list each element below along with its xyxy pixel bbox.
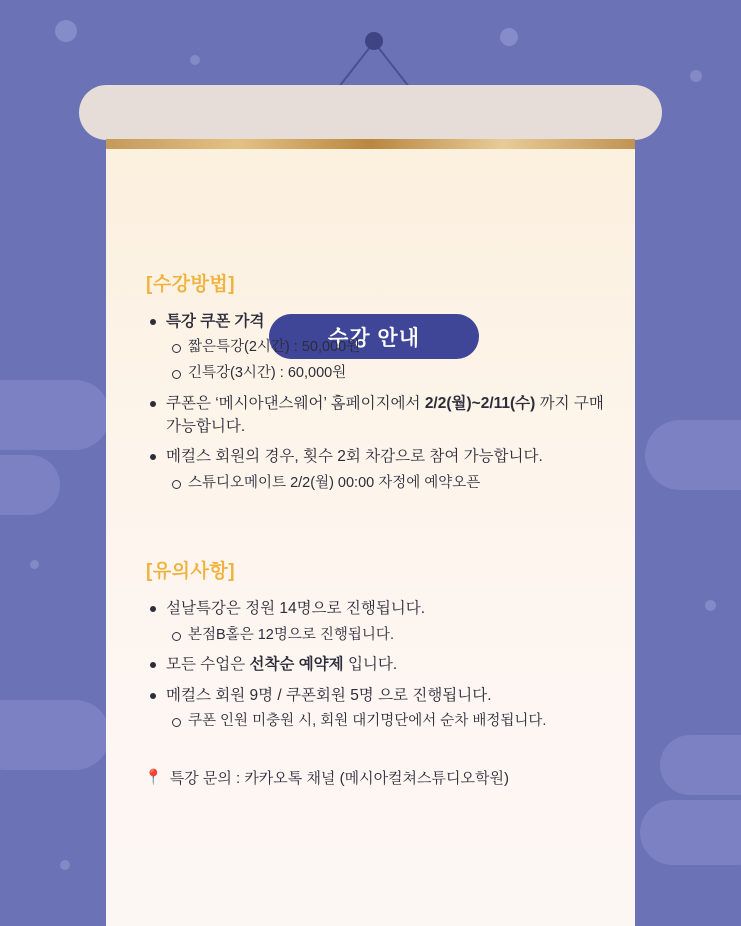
poster-paper bbox=[106, 149, 635, 926]
scroll-top-bar bbox=[79, 85, 662, 140]
decor-cloud-right-3 bbox=[640, 800, 741, 865]
sublist bbox=[166, 625, 604, 647]
sublist bbox=[166, 337, 604, 385]
list-method bbox=[144, 310, 604, 494]
list-item: 짧은특강(2시간) : 50,000원 bbox=[166, 337, 604, 359]
item-text-part-bold: 2/2(월)~2/11(수) bbox=[424, 394, 536, 412]
item-text-part: 까지 구매 가능합니다. bbox=[166, 394, 604, 435]
item-text: 메컬스 회원의 경우, 횟수 2회 차감으로 참여 가능합니다. bbox=[166, 448, 543, 466]
list-item bbox=[144, 653, 604, 676]
item-text-part: 모든 수업은 bbox=[166, 656, 250, 674]
decor-dot-2 bbox=[190, 55, 200, 65]
item-text-part-bold: 선착순 예약제 bbox=[249, 656, 344, 674]
list-item bbox=[144, 392, 604, 439]
list-item: 쿠폰 인원 미충원 시, 회원 대기명단에서 순차 배정됩니다. bbox=[166, 711, 604, 733]
scroll-gold-strip bbox=[106, 139, 635, 149]
decor-dot-7 bbox=[60, 860, 70, 870]
item-text-part: 입니다. bbox=[343, 656, 398, 674]
page-title-text: 수강 안내 bbox=[328, 326, 420, 350]
decor-cloud-left-2 bbox=[0, 455, 60, 515]
item-text: 설날특강은 정원 14명으로 진행됩니다. bbox=[166, 600, 426, 618]
hanger-knob bbox=[365, 32, 383, 50]
list-item bbox=[144, 684, 604, 733]
decor-cloud-right-1 bbox=[645, 420, 741, 490]
section-heading-notice: [유의사항] bbox=[146, 561, 236, 583]
decor-dot-1 bbox=[55, 20, 77, 42]
list-item: 긴특강(3시간) : 60,000원 bbox=[166, 363, 604, 385]
list-item bbox=[144, 310, 604, 385]
list-item: 스튜디오메이트 2/2(월) 00:00 자정에 예약오픈 bbox=[166, 473, 604, 495]
contact-note bbox=[144, 767, 604, 788]
decor-cloud-left-1 bbox=[0, 380, 110, 450]
item-text: 특강 쿠폰 가격 bbox=[166, 313, 265, 330]
sublist bbox=[166, 473, 604, 495]
sublist bbox=[166, 711, 604, 733]
poster-content bbox=[144, 269, 604, 788]
hanger-string-right bbox=[373, 41, 413, 91]
item-text: 메컬스 회원 9명 / 쿠폰회원 5명 으로 진행됩니다. bbox=[166, 686, 492, 704]
contact-note-text: 특강 문의 : 카카오톡 채널 (메시아컬쳐스튜디오학원) bbox=[169, 769, 509, 787]
item-text-part: 쿠폰은 ‘메시아댄스웨어’ 홈페이지에서 bbox=[166, 394, 425, 412]
section-heading-method: [수강방법] bbox=[146, 274, 236, 295]
decor-cloud-right-2 bbox=[660, 735, 741, 795]
decor-dot-6 bbox=[705, 600, 716, 611]
decor-cloud-left-3 bbox=[0, 700, 110, 770]
list-item bbox=[144, 445, 604, 494]
decor-dot-5 bbox=[30, 560, 39, 569]
list-item: 본점B홀은 12명으로 진행됩니다. bbox=[166, 625, 604, 647]
pin-icon: 📍 bbox=[144, 768, 163, 786]
decor-dot-3 bbox=[500, 28, 518, 46]
decor-dot-4 bbox=[690, 70, 702, 82]
list-notice bbox=[144, 597, 604, 732]
list-item bbox=[144, 597, 604, 646]
